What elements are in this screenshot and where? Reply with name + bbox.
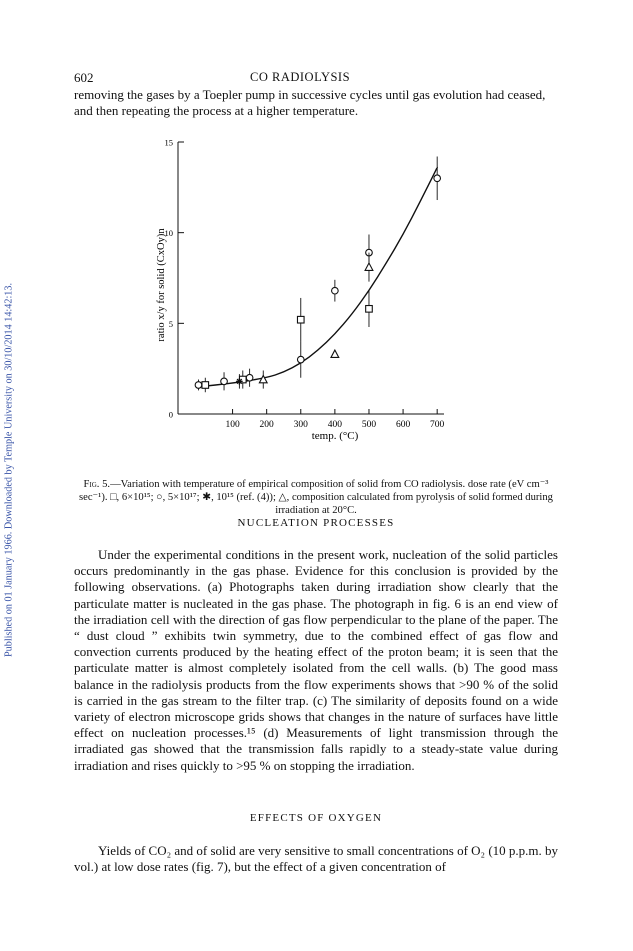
figure-5-chart (150, 130, 470, 445)
nucleation-paragraph: Under the experimental conditions in the present work, nucleation of the solid particles occurs predominantly in the gas phase. Evidence for this conclusion is provided by the following observations. (a) Photographs taken during irradiation show clearly that the particulate matter is nucleated in the gas phase. The photograph in fig. 6 is an end view of the irradiation cell with the direction of gas flow perpendicular to the plane of the paper. The “ dust cloud ” exhibits twin symmetry, due to the combined effect of gas flow and convection currents produced by the heating effect of the proton beam; it is seen that the particulate matter is almost completely isolated from the cell walls. (b) The good mass balance in the radiolysis products from the flow experiments shows that >90 % of the solid is carried in the gas stream to the filter trap. (c) The similarity of deposits found on a wide variety of electron microscope grids shows that changes in the nature of surfaces have little effect on nucleation processes.¹⁵ (d) Measurements of light transmission through the irradiated gas showed that the transmission falls rapidly to a steady-state value during irradiation and rises quickly to >95 % on stopping the irradiation. (74, 547, 558, 773)
point-circle (332, 287, 339, 294)
download-watermark-text: Published on 01 January 1966. Downloaded by Temple University on 30/10/2014 14:42:13. (3, 282, 15, 658)
y-axis-label: ratio x/y for solid (CxOy)n (156, 228, 167, 342)
point-circle (246, 374, 253, 381)
y-tick-label: 0 (168, 409, 173, 420)
point-triangle (331, 350, 339, 357)
y-tick-label: 10 (164, 228, 173, 239)
x-tick-label: 300 (293, 420, 308, 430)
point-square (366, 306, 373, 313)
x-tick-label: 400 (327, 420, 342, 430)
oxygen-paragraph: Yields of CO₂ and of solid are very sensitive to small concentrations of O₂ (10 p.p.m. by vol.) at low dose rates (fig. 7), but the effect of a given concentration of (74, 843, 559, 875)
figure-label: Fig. 5. (83, 479, 111, 490)
x-tick-label: 200 (259, 420, 274, 430)
y-tick-label: 15 (164, 137, 173, 148)
point-circle (297, 356, 304, 363)
point-star (236, 378, 243, 385)
y-tick-label: 5 (168, 318, 173, 329)
point-square (202, 382, 209, 389)
fit-curve-path (199, 167, 438, 386)
point-triangle (365, 263, 373, 270)
x-tick-label: 100 (225, 420, 240, 430)
point-circle (434, 175, 441, 182)
data-points (195, 157, 440, 393)
section-heading-oxygen: EFFECTS OF OXYGEN (249, 812, 383, 824)
point-square (297, 316, 304, 323)
x-tick-label: 600 (395, 420, 411, 430)
point-circle (195, 382, 202, 389)
intro-paragraph: removing the gases by a Toepler pump in successive cycles until gas evolution had ceased, and then repeating the process at a higher temperature. (74, 87, 546, 119)
page-number: 602 (74, 70, 94, 85)
point-circle (221, 378, 228, 385)
running-title: CO RADIOLYSIS (250, 70, 351, 84)
fitted-curve (199, 167, 438, 386)
figure-caption-text: —Variation with temperature of empirical composition of solid from CO radiolysis. dose rate (eV cm⁻³ sec⁻¹). □, 6×10¹⁵; ○, 5×10¹⁷; ✱, 10¹⁵ (ref. (4)); △, composition calculated from pyrolysis of solid formed during irradiation at 20°C. (79, 479, 553, 516)
section-heading-nucleation: NUCLEATION PROCESSES (237, 517, 395, 529)
figure-caption (74, 478, 558, 517)
x-axis-label: temp. (°C) (311, 430, 359, 442)
x-tick-label: 700 (430, 420, 445, 430)
x-tick-label: 500 (361, 420, 377, 430)
